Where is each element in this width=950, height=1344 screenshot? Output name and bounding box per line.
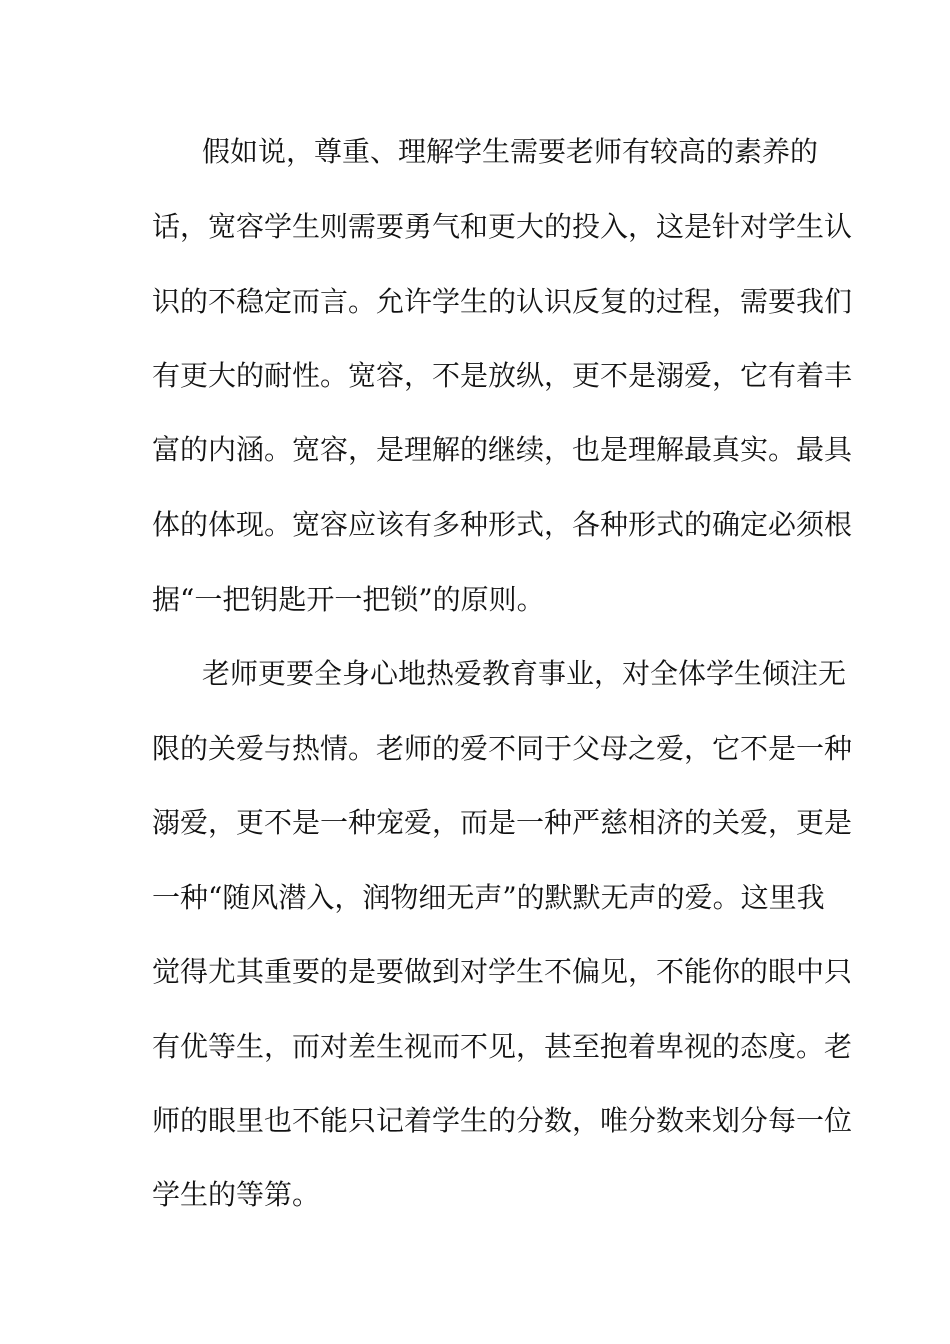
paragraph-2-line-1: 老师更要全身心地热爱教育事业，对全体学生倾注无 bbox=[202, 657, 847, 690]
paragraph-1-line-5: 富的内涵。宽容，是理解的继续，也是理解最真实。最具 bbox=[152, 433, 853, 466]
paragraph-1-line-3: 识的不稳定而言。允许学生的认识反复的过程，需要我们 bbox=[152, 285, 853, 318]
paragraph-1-line-7: 据“一把钥匙开一把锁”的原则。 bbox=[152, 583, 545, 616]
paragraph-1-line-6: 体的体现。宽容应该有多种形式，各种形式的确定必须根 bbox=[152, 508, 853, 541]
paragraph-2-line-3: 溺爱，更不是一种宠爱，而是一种严慈相济的关爱，更是 bbox=[152, 806, 853, 839]
paragraph-2-line-4: 一种“随风潜入，润物细无声”的默默无声的爱。这里我 bbox=[152, 881, 825, 914]
paragraph-2-line-6: 有优等生，而对差生视而不见，甚至抱着卑视的态度。老 bbox=[152, 1030, 853, 1063]
paragraph-2-line-8: 学生的等第。 bbox=[152, 1178, 321, 1211]
paragraph-1-line-4: 有更大的耐性。宽容，不是放纵，更不是溺爱，它有着丰 bbox=[152, 359, 853, 392]
paragraph-1-line-1: 假如说，尊重、理解学生需要老师有较高的素养的 bbox=[202, 135, 819, 168]
paragraph-2-line-2: 限的关爱与热情。老师的爱不同于父母之爱，它不是一种 bbox=[152, 732, 853, 765]
paragraph-2-line-5: 觉得尤其重要的是要做到对学生不偏见，不能你的眼中只 bbox=[152, 955, 853, 988]
paragraph-1-line-2: 话，宽容学生则需要勇气和更大的投入，这是针对学生认 bbox=[152, 210, 853, 243]
paragraph-2-line-7: 师的眼里也不能只记着学生的分数，唯分数来划分每一位 bbox=[152, 1104, 853, 1137]
